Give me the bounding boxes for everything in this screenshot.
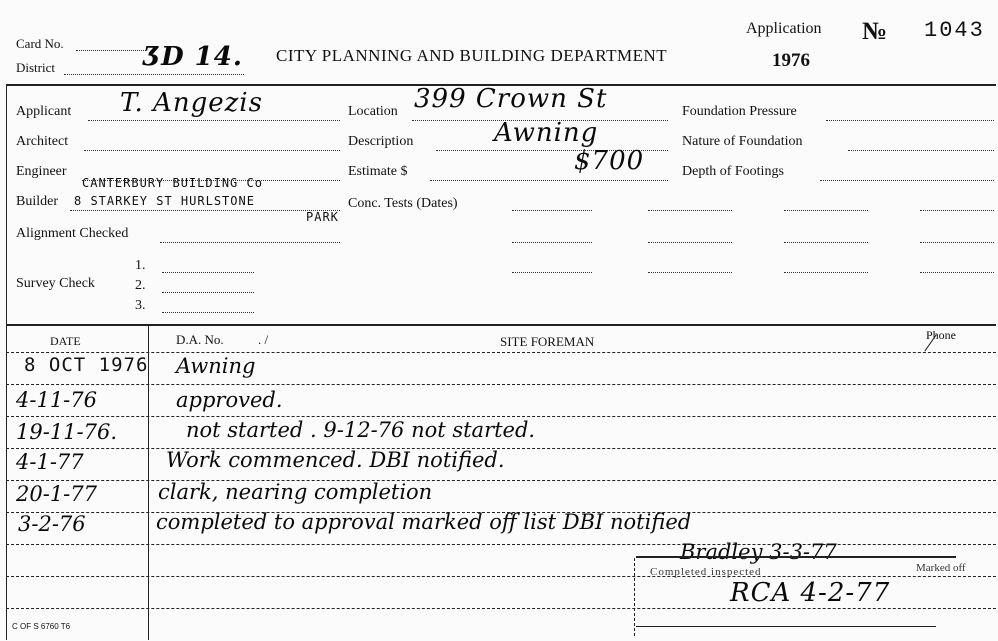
nature-foundation-label: Nature of Foundation xyxy=(682,134,803,149)
conc-line-12 xyxy=(920,272,994,273)
conc-line-1 xyxy=(512,210,592,211)
log-date-6: 3-2-76 xyxy=(18,512,86,536)
signature-1: Bradley 3-3-77 xyxy=(680,540,837,564)
district-line xyxy=(64,74,244,75)
foreman-header: SITE FOREMAN xyxy=(500,334,595,349)
stamp-bottom-line xyxy=(636,626,936,627)
application-label: Application xyxy=(746,20,822,37)
conc-line-3 xyxy=(784,210,868,211)
conc-line-11 xyxy=(784,272,868,273)
conc-line-10 xyxy=(648,272,732,273)
row-line-2 xyxy=(6,416,996,417)
estimate-label: Estimate $ xyxy=(348,164,408,179)
application-year: 1976 xyxy=(772,50,810,71)
da-value: . / xyxy=(258,332,269,347)
builder-label: Builder xyxy=(16,194,58,209)
log-date-2: 4-11-76 xyxy=(16,388,97,412)
table-header-line xyxy=(6,352,996,353)
location-value: 399 Crown St xyxy=(414,84,608,114)
card-no-line xyxy=(76,50,146,51)
builder-value-line2: 8 STARKEY ST HURLSTONE xyxy=(74,194,255,208)
applicant-value: T. Angezis xyxy=(120,88,263,118)
depth-footings-line xyxy=(820,180,994,181)
estimate-value: $700 xyxy=(574,146,645,176)
department-title: CITY PLANNING AND BUILDING DEPARTMENT xyxy=(276,46,668,65)
phone-header: Phone xyxy=(926,328,956,342)
conc-line-4 xyxy=(920,210,994,211)
conc-line-8 xyxy=(920,242,994,243)
engineer-label: Engineer xyxy=(16,164,67,179)
log-entry-5: clark, nearing completion xyxy=(158,480,433,504)
nature-foundation-line xyxy=(848,150,994,151)
description-value: Awning xyxy=(494,118,599,148)
survey-item-3: 3. xyxy=(135,298,146,313)
conc-line-9 xyxy=(512,272,592,273)
builder-value-line1: CANTERBURY BUILDING Co xyxy=(82,176,263,190)
signature-underline xyxy=(636,556,956,558)
log-entry-1: Awning xyxy=(176,354,256,378)
completed-stamp-label: Completed inspected xyxy=(650,566,762,578)
applicant-label: Applicant xyxy=(16,104,72,119)
table-top-line xyxy=(6,324,996,326)
conc-line-5 xyxy=(512,242,592,243)
survey-item-1: 1. xyxy=(135,258,146,273)
district-label: District xyxy=(16,60,55,75)
row-line-7 xyxy=(6,576,996,577)
row-line-4 xyxy=(6,480,996,481)
date-header: DATE xyxy=(50,334,81,348)
initials-date: RCA 4-2-77 xyxy=(730,578,891,608)
builder-line xyxy=(70,210,340,211)
architect-label: Architect xyxy=(16,134,69,149)
log-entry-6: completed to approval marked off list DBI notified xyxy=(156,510,692,534)
frame-left-line xyxy=(6,84,7,640)
survey-label: Survey Check xyxy=(16,276,95,291)
number-symbol: № xyxy=(862,18,888,45)
depth-footings-label: Depth of Footings xyxy=(682,164,784,179)
survey-line-3 xyxy=(162,312,254,313)
district-value: ƷD 14. xyxy=(143,42,243,72)
log-date-1: 8 OCT 1976 xyxy=(24,354,149,376)
alignment-line xyxy=(160,242,340,243)
conc-line-7 xyxy=(784,242,868,243)
log-date-5: 20-1-77 xyxy=(16,482,97,506)
log-entry-2: approved. xyxy=(176,388,283,412)
da-header: D.A. No. xyxy=(176,332,224,347)
survey-item-2: 2. xyxy=(135,278,146,293)
form-code: C OF S 6760 T6 xyxy=(12,622,71,631)
foundation-pressure-label: Foundation Pressure xyxy=(682,104,797,119)
architect-line xyxy=(84,150,340,151)
row-line-1 xyxy=(6,384,996,385)
conc-line-6 xyxy=(648,242,732,243)
row-line-8 xyxy=(6,608,996,609)
survey-line-1 xyxy=(162,272,254,273)
conc-line-2 xyxy=(648,210,732,211)
conc-tests-label: Conc. Tests (Dates) xyxy=(348,196,458,211)
application-number: 1043 xyxy=(924,18,985,43)
foundation-pressure-line xyxy=(826,120,994,121)
card-no-label: Card No. xyxy=(16,36,64,51)
survey-line-2 xyxy=(162,292,254,293)
alignment-label: Alignment Checked xyxy=(16,226,129,241)
log-date-4: 4-1-77 xyxy=(16,450,84,474)
row-line-6 xyxy=(6,544,996,545)
stamp-left-border xyxy=(634,558,635,636)
description-label: Description xyxy=(348,134,414,149)
marked-off-stamp-label: Marked off xyxy=(916,562,966,574)
log-entry-3: not started . 9-12-76 not started. xyxy=(186,418,536,442)
log-entry-4: Work commenced. DBI notified. xyxy=(166,448,505,472)
log-date-3: 19-11-76. xyxy=(16,420,118,444)
location-label: Location xyxy=(348,104,398,119)
estimate-line xyxy=(430,180,668,181)
applicant-line xyxy=(88,120,340,121)
builder-value-line3: PARK xyxy=(306,210,339,224)
